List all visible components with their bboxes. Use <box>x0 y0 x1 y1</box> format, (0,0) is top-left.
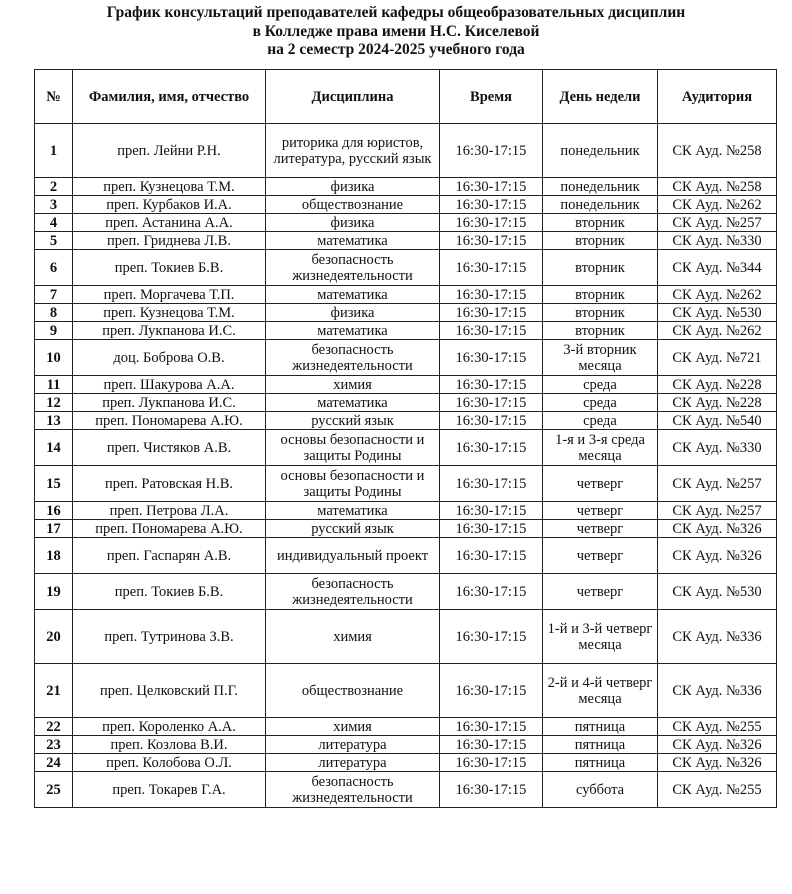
title-line-3: на 2 семестр 2024-2025 учебного года <box>267 41 525 58</box>
cell-subject: математика <box>266 232 440 250</box>
title-line-1: График консультаций преподавателей кафедры общеобразовательных дисциплин <box>106 4 686 21</box>
cell-teacher: преп. Лукпанова И.С. <box>73 394 266 412</box>
cell-subject: физика <box>266 304 440 322</box>
table-row <box>35 772 777 808</box>
cell-day: вторник <box>543 250 658 286</box>
table-row <box>35 178 777 196</box>
cell-room: СК Ауд. №258 <box>658 124 777 178</box>
cell-num: 14 <box>35 430 73 466</box>
cell-subject: обществознание <box>266 664 440 718</box>
cell-subject: основы безопасности и защиты Родины <box>266 430 440 466</box>
cell-teacher: преп. Кузнецова Т.М. <box>73 178 266 196</box>
table-row <box>35 232 777 250</box>
cell-day: вторник <box>543 214 658 232</box>
cell-subject: безопасность жизнедеятельности <box>266 574 440 610</box>
cell-time: 16:30-17:15 <box>440 736 543 754</box>
cell-room: СК Ауд. №344 <box>658 250 777 286</box>
cell-room: СК Ауд. №262 <box>658 196 777 214</box>
cell-room: СК Ауд. №721 <box>658 340 777 376</box>
cell-room: СК Ауд. №262 <box>658 322 777 340</box>
cell-subject: безопасность жизнедеятельности <box>266 772 440 808</box>
cell-room: СК Ауд. №336 <box>658 610 777 664</box>
cell-subject: индивидуальный проект <box>266 538 440 574</box>
cell-teacher: преп. Короленко А.А. <box>73 718 266 736</box>
cell-subject: риторика для юристов, литература, русский язык <box>266 124 440 178</box>
cell-num: 18 <box>35 538 73 574</box>
cell-teacher: преп. Моргачева Т.П. <box>73 286 266 304</box>
cell-teacher: преп. Кузнецова Т.М. <box>73 304 266 322</box>
cell-subject: математика <box>266 286 440 304</box>
cell-room: СК Ауд. №262 <box>658 286 777 304</box>
cell-day: понедельник <box>543 196 658 214</box>
cell-subject: математика <box>266 394 440 412</box>
cell-teacher: преп. Лейни Р.Н. <box>73 124 266 178</box>
cell-room: СК Ауд. №326 <box>658 520 777 538</box>
cell-time: 16:30-17:15 <box>440 412 543 430</box>
cell-room: СК Ауд. №336 <box>658 664 777 718</box>
cell-subject: литература <box>266 736 440 754</box>
consultation-schedule-table <box>34 69 777 808</box>
cell-time: 16:30-17:15 <box>440 286 543 304</box>
cell-time: 16:30-17:15 <box>440 502 543 520</box>
cell-day: четверг <box>543 574 658 610</box>
cell-room: СК Ауд. №255 <box>658 718 777 736</box>
cell-num: 22 <box>35 718 73 736</box>
table-row <box>35 196 777 214</box>
cell-num: 8 <box>35 304 73 322</box>
header-time: Время <box>440 70 543 124</box>
cell-teacher: преп. Гриднева Л.В. <box>73 232 266 250</box>
cell-day: пятница <box>543 736 658 754</box>
table-row <box>35 340 777 376</box>
header-teacher: Фамилия, имя, отчество <box>73 70 266 124</box>
table-row <box>35 304 777 322</box>
cell-room: СК Ауд. №257 <box>658 502 777 520</box>
cell-teacher: доц. Боброва О.В. <box>73 340 266 376</box>
cell-subject: математика <box>266 502 440 520</box>
cell-day: вторник <box>543 304 658 322</box>
cell-num: 6 <box>35 250 73 286</box>
cell-teacher: преп. Шакурова А.А. <box>73 376 266 394</box>
cell-day: среда <box>543 394 658 412</box>
cell-day: четверг <box>543 502 658 520</box>
cell-time: 16:30-17:15 <box>440 340 543 376</box>
cell-day: среда <box>543 376 658 394</box>
cell-subject: химия <box>266 376 440 394</box>
cell-subject: химия <box>266 610 440 664</box>
cell-teacher: преп. Ратовская Н.В. <box>73 466 266 502</box>
cell-num: 16 <box>35 502 73 520</box>
table-row <box>35 322 777 340</box>
table-row <box>35 466 777 502</box>
cell-num: 1 <box>35 124 73 178</box>
cell-subject: химия <box>266 718 440 736</box>
cell-teacher: преп. Астанина А.А. <box>73 214 266 232</box>
cell-time: 16:30-17:15 <box>440 754 543 772</box>
cell-day: понедельник <box>543 178 658 196</box>
cell-day: четверг <box>543 538 658 574</box>
cell-time: 16:30-17:15 <box>440 718 543 736</box>
cell-num: 7 <box>35 286 73 304</box>
cell-time: 16:30-17:15 <box>440 538 543 574</box>
cell-day: среда <box>543 412 658 430</box>
cell-room: СК Ауд. №257 <box>658 214 777 232</box>
cell-teacher: преп. Токарев Г.А. <box>73 772 266 808</box>
table-row <box>35 376 777 394</box>
cell-num: 11 <box>35 376 73 394</box>
cell-subject: безопасность жизнедеятельности <box>266 340 440 376</box>
cell-subject: обществознание <box>266 196 440 214</box>
cell-teacher: преп. Токиев Б.В. <box>73 574 266 610</box>
table-row <box>35 718 777 736</box>
table-row <box>35 538 777 574</box>
cell-room: СК Ауд. №530 <box>658 304 777 322</box>
table-row <box>35 286 777 304</box>
cell-day: вторник <box>543 322 658 340</box>
cell-num: 25 <box>35 772 73 808</box>
cell-room: СК Ауд. №228 <box>658 394 777 412</box>
cell-teacher: преп. Курбаков И.А. <box>73 196 266 214</box>
table-row <box>35 412 777 430</box>
cell-teacher: преп. Пономарева А.Ю. <box>73 412 266 430</box>
cell-teacher: преп. Петрова Л.А. <box>73 502 266 520</box>
cell-time: 16:30-17:15 <box>440 394 543 412</box>
cell-room: СК Ауд. №330 <box>658 232 777 250</box>
cell-day: пятница <box>543 718 658 736</box>
cell-room: СК Ауд. №326 <box>658 538 777 574</box>
cell-time: 16:30-17:15 <box>440 124 543 178</box>
document-title <box>0 4 792 60</box>
cell-day: пятница <box>543 754 658 772</box>
cell-day: 2-й и 4-й четверг месяца <box>543 664 658 718</box>
cell-subject: литература <box>266 754 440 772</box>
cell-teacher: преп. Тутринова З.В. <box>73 610 266 664</box>
cell-teacher: преп. Пономарева А.Ю. <box>73 520 266 538</box>
header-day: День недели <box>543 70 658 124</box>
cell-room: СК Ауд. №255 <box>658 772 777 808</box>
cell-time: 16:30-17:15 <box>440 610 543 664</box>
table-row <box>35 250 777 286</box>
table-row <box>35 574 777 610</box>
cell-subject: русский язык <box>266 520 440 538</box>
cell-subject: физика <box>266 178 440 196</box>
cell-teacher: преп. Колобова О.Л. <box>73 754 266 772</box>
cell-day: четверг <box>543 466 658 502</box>
cell-day: 3-й вторник месяца <box>543 340 658 376</box>
cell-room: СК Ауд. №326 <box>658 736 777 754</box>
cell-num: 20 <box>35 610 73 664</box>
cell-room: СК Ауд. №258 <box>658 178 777 196</box>
cell-num: 17 <box>35 520 73 538</box>
cell-time: 16:30-17:15 <box>440 304 543 322</box>
cell-teacher: преп. Целковский П.Г. <box>73 664 266 718</box>
cell-room: СК Ауд. №540 <box>658 412 777 430</box>
cell-time: 16:30-17:15 <box>440 250 543 286</box>
header-num: № <box>35 70 73 124</box>
cell-num: 10 <box>35 340 73 376</box>
cell-time: 16:30-17:15 <box>440 376 543 394</box>
header-subject: Дисциплина <box>266 70 440 124</box>
cell-subject: физика <box>266 214 440 232</box>
cell-day: 1-я и 3-я среда месяца <box>543 430 658 466</box>
table-row <box>35 214 777 232</box>
cell-time: 16:30-17:15 <box>440 574 543 610</box>
header-room: Аудитория <box>658 70 777 124</box>
table-row <box>35 610 777 664</box>
cell-day: понедельник <box>543 124 658 178</box>
table-row <box>35 736 777 754</box>
header-row <box>35 70 777 124</box>
cell-time: 16:30-17:15 <box>440 430 543 466</box>
cell-num: 24 <box>35 754 73 772</box>
cell-room: СК Ауд. №228 <box>658 376 777 394</box>
cell-num: 21 <box>35 664 73 718</box>
table-body <box>35 124 777 808</box>
cell-teacher: преп. Токиев Б.В. <box>73 250 266 286</box>
table-row <box>35 520 777 538</box>
cell-num: 4 <box>35 214 73 232</box>
table-row <box>35 664 777 718</box>
title-line-2: в Колледже права имени Н.С. Киселевой <box>252 22 540 40</box>
cell-num: 2 <box>35 178 73 196</box>
cell-teacher: преп. Чистяков А.В. <box>73 430 266 466</box>
cell-num: 13 <box>35 412 73 430</box>
cell-day: вторник <box>543 286 658 304</box>
cell-time: 16:30-17:15 <box>440 196 543 214</box>
cell-room: СК Ауд. №330 <box>658 430 777 466</box>
table-row <box>35 394 777 412</box>
cell-room: СК Ауд. №257 <box>658 466 777 502</box>
cell-subject: математика <box>266 322 440 340</box>
cell-time: 16:30-17:15 <box>440 232 543 250</box>
cell-time: 16:30-17:15 <box>440 664 543 718</box>
cell-num: 9 <box>35 322 73 340</box>
cell-day: четверг <box>543 520 658 538</box>
cell-time: 16:30-17:15 <box>440 322 543 340</box>
table-row <box>35 430 777 466</box>
cell-time: 16:30-17:15 <box>440 520 543 538</box>
cell-day: суббота <box>543 772 658 808</box>
cell-time: 16:30-17:15 <box>440 772 543 808</box>
table-row <box>35 754 777 772</box>
cell-room: СК Ауд. №530 <box>658 574 777 610</box>
cell-num: 19 <box>35 574 73 610</box>
cell-time: 16:30-17:15 <box>440 214 543 232</box>
cell-time: 16:30-17:15 <box>440 466 543 502</box>
cell-num: 5 <box>35 232 73 250</box>
cell-day: вторник <box>543 232 658 250</box>
cell-subject: русский язык <box>266 412 440 430</box>
cell-teacher: преп. Козлова В.И. <box>73 736 266 754</box>
cell-teacher: преп. Гаспарян А.В. <box>73 538 266 574</box>
cell-num: 12 <box>35 394 73 412</box>
table-row <box>35 502 777 520</box>
cell-num: 23 <box>35 736 73 754</box>
cell-time: 16:30-17:15 <box>440 178 543 196</box>
table-row <box>35 124 777 178</box>
cell-num: 3 <box>35 196 73 214</box>
cell-teacher: преп. Лукпанова И.С. <box>73 322 266 340</box>
cell-num: 15 <box>35 466 73 502</box>
cell-room: СК Ауд. №326 <box>658 754 777 772</box>
cell-day: 1-й и 3-й четверг месяца <box>543 610 658 664</box>
cell-subject: безопасность жизнедеятельности <box>266 250 440 286</box>
cell-subject: основы безопасности и защиты Родины <box>266 466 440 502</box>
